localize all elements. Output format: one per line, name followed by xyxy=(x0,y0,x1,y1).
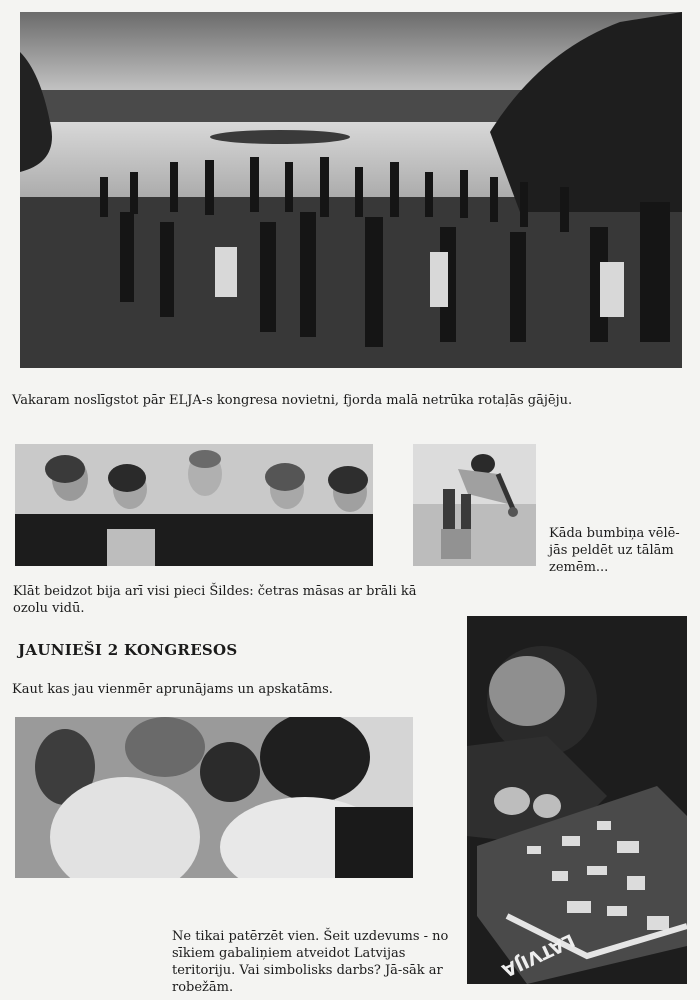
caption-circle-dance: Vakaram noslīgstot pār ELJA-s kongresa novietni, fjorda malā netrūka rotaļās gājēju. xyxy=(12,393,573,408)
caption-siblings: Klāt beidzot bija arī visi pieci Šildes: četras māsas ar brāli kā ozolu vidū. xyxy=(13,584,417,616)
photo-discussion xyxy=(15,717,413,878)
caption-discuss: Kaut kas jau vienmēr aprunājams un apskatāms. xyxy=(12,682,333,697)
photo-latvia-puzzle xyxy=(467,616,687,984)
section-heading: JAUNIEŠI 2 KONGRESOS xyxy=(18,641,238,659)
photo-siblings xyxy=(15,444,373,566)
photo-circle-dance xyxy=(20,12,682,368)
map-label: LATVIJA xyxy=(498,928,578,981)
caption-puzzle: Ne tikai patērzēt vien. Šeit uzdevums - no sīkiem gabaliņiem atveidot Latvijas teritoriju. Vai simbolisks darbs? Jā-sāk ar robežām. xyxy=(172,929,449,995)
photo-ball-water xyxy=(413,444,536,566)
caption-ball-water: Kāda bumbiņa vēlē-jās peldēt uz tālām zemēm... xyxy=(549,526,680,575)
